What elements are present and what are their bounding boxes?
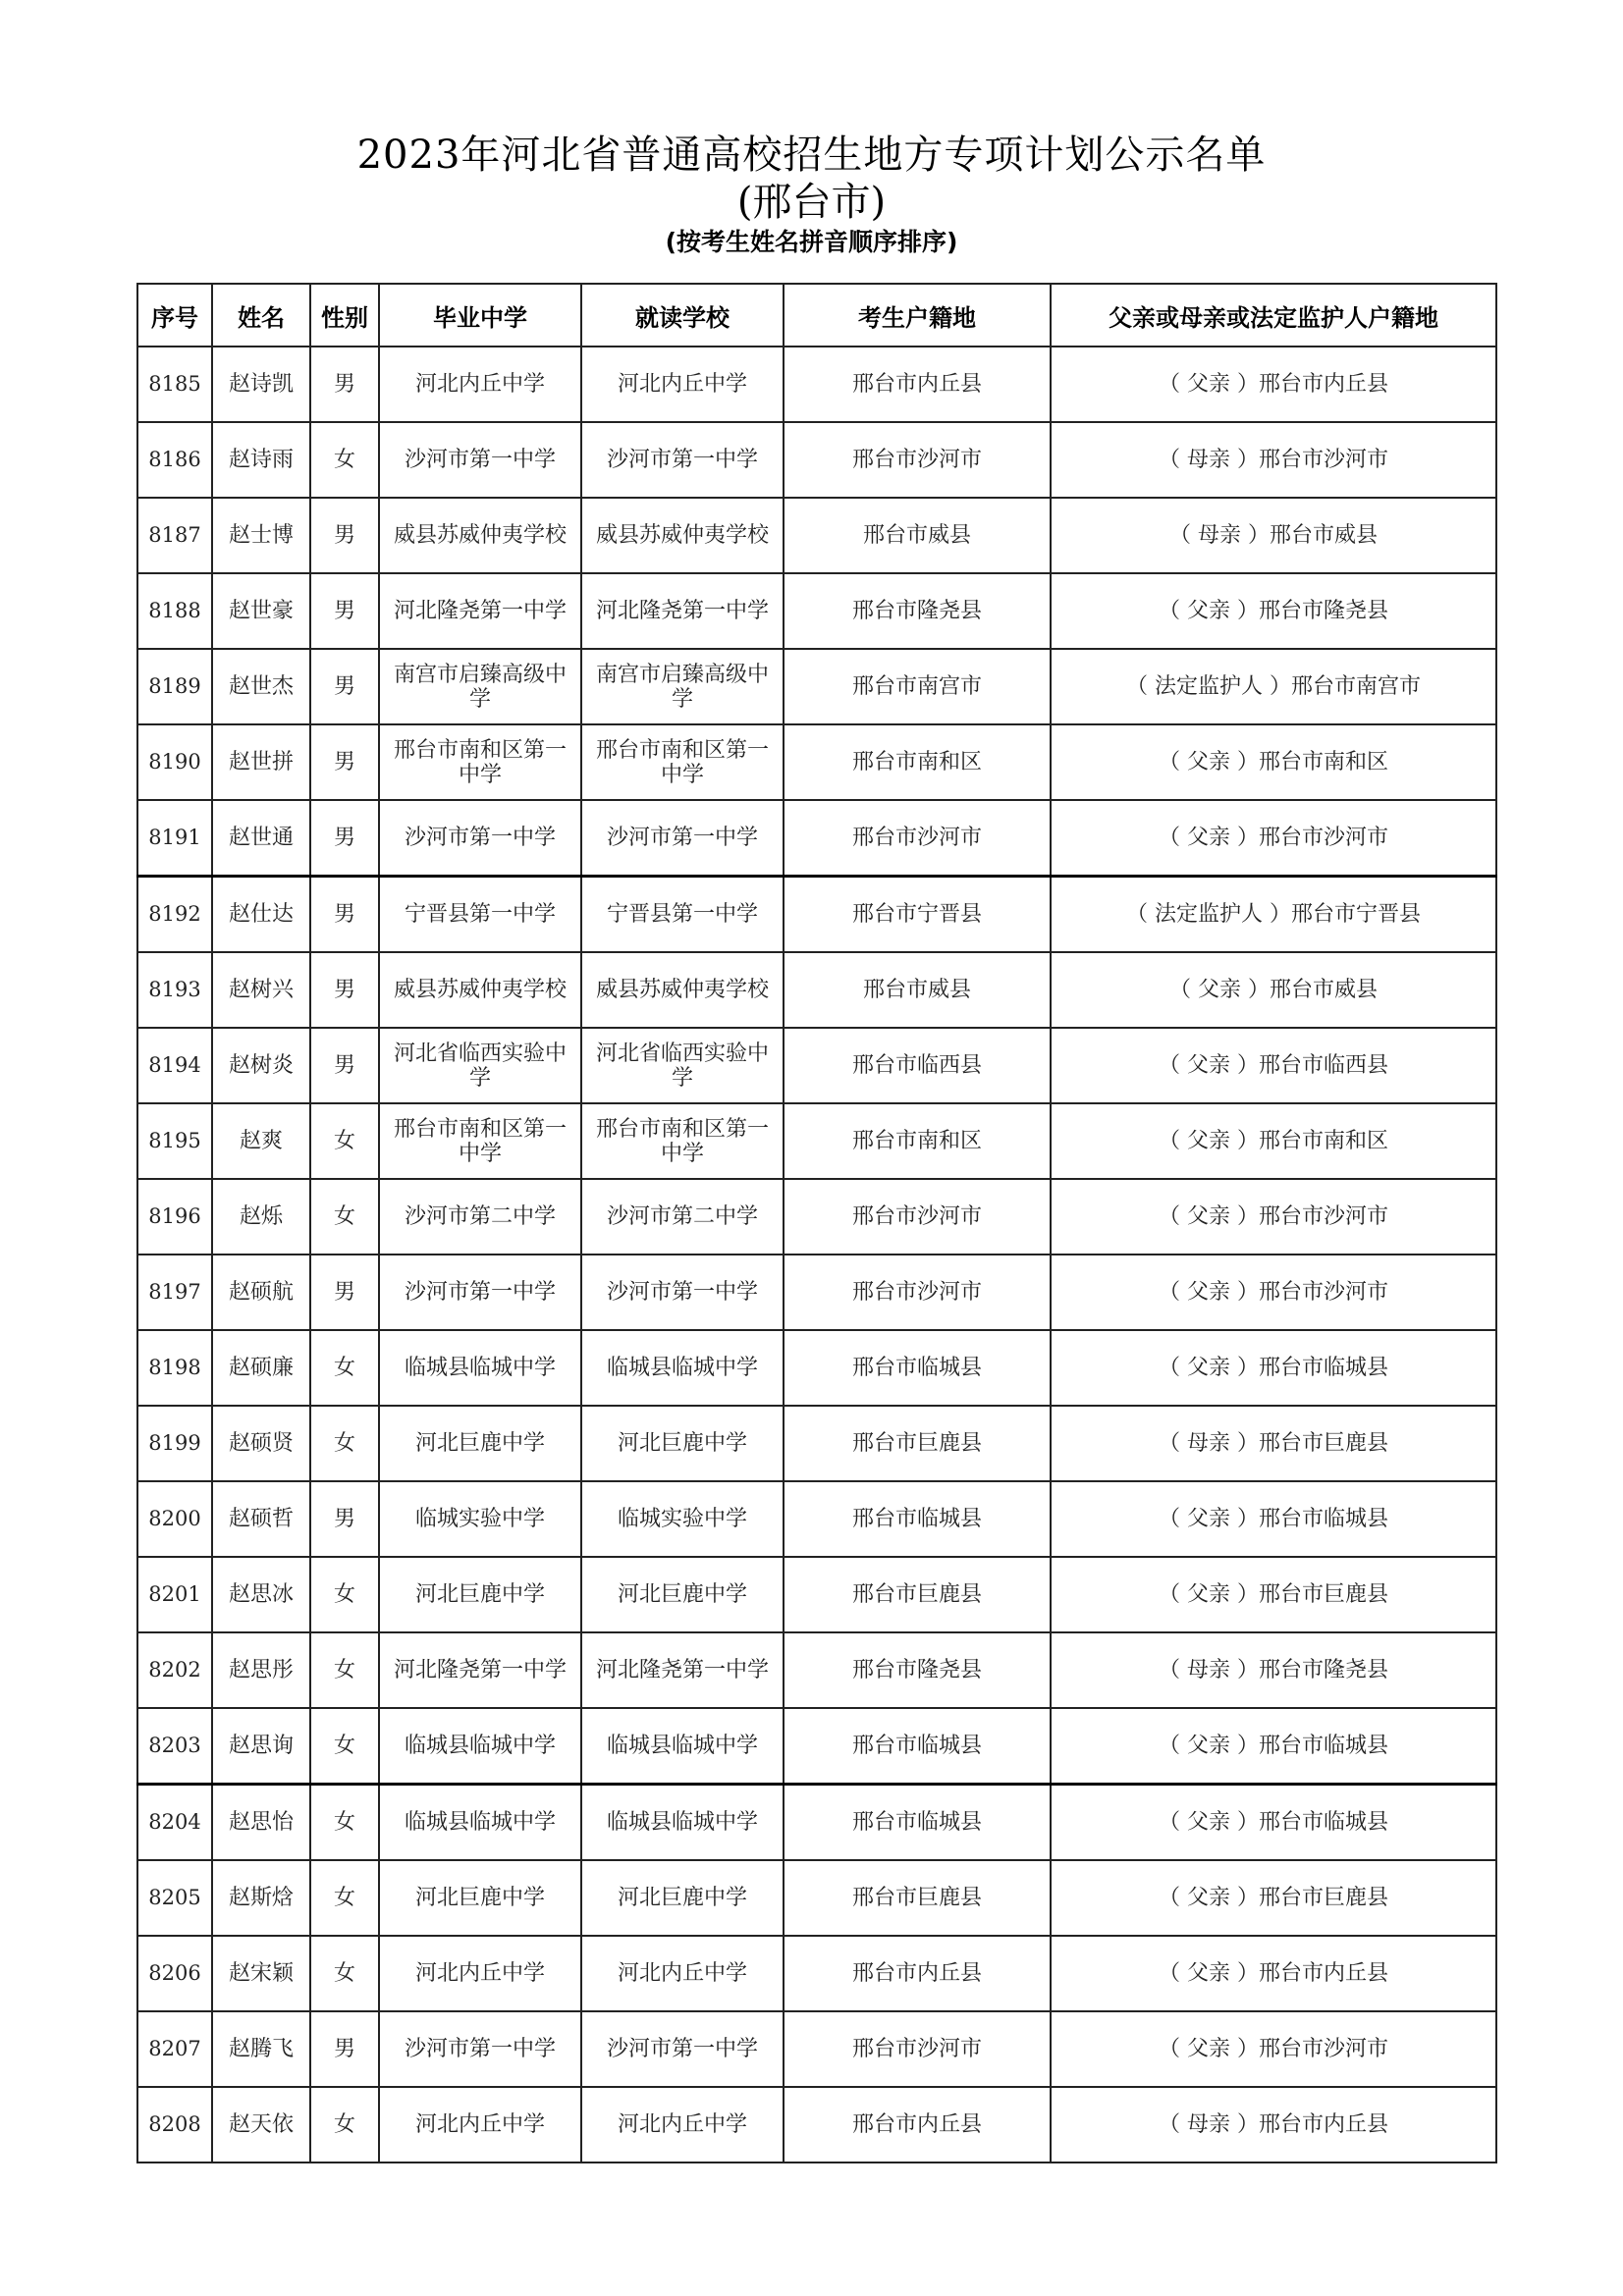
table-row xyxy=(137,1557,1496,1632)
graduated-school-cell: 河北巨鹿中学 xyxy=(379,1557,581,1632)
gender-cell: 女 xyxy=(310,1179,379,1255)
current-school-cell: 临城县临城中学 xyxy=(581,1330,784,1406)
name-cell: 赵思询 xyxy=(212,1708,310,1785)
page-subtitle-city: (邢台市) xyxy=(736,180,887,225)
name-cell: 赵世通 xyxy=(212,800,310,877)
current-school-cell: 河北巨鹿中学 xyxy=(581,1557,784,1632)
current-school-cell: 沙河市第一中学 xyxy=(581,1255,784,1330)
current-school-cell: 河北内丘中学 xyxy=(581,347,784,422)
table-row xyxy=(137,498,1496,573)
name-cell: 赵烁 xyxy=(212,1179,310,1255)
table-row xyxy=(137,724,1496,800)
seq-cell: 8197 xyxy=(137,1255,212,1330)
gender-cell: 男 xyxy=(310,2011,379,2087)
current-school-cell: 临城县临城中学 xyxy=(581,1708,784,1785)
current-school-cell: 沙河市第一中学 xyxy=(581,422,784,498)
guardian-residence-cell: （ 父亲 ）邢台市临西县 xyxy=(1051,1028,1496,1103)
current-school-cell: 邢台市南和区第一中学 xyxy=(581,1103,784,1179)
gender-cell: 男 xyxy=(310,952,379,1028)
column-header-guardian-residence: 父亲或母亲或法定监护人户籍地 xyxy=(1051,284,1496,347)
guardian-residence-cell: （ 母亲 ）邢台市隆尧县 xyxy=(1051,1632,1496,1708)
student-residence-cell: 邢台市沙河市 xyxy=(784,800,1051,877)
seq-cell: 8196 xyxy=(137,1179,212,1255)
student-residence-cell: 邢台市临城县 xyxy=(784,1330,1051,1406)
student-residence-cell: 邢台市沙河市 xyxy=(784,422,1051,498)
name-cell: 赵硕哲 xyxy=(212,1481,310,1557)
gender-cell: 女 xyxy=(310,1557,379,1632)
name-cell: 赵硕贤 xyxy=(212,1406,310,1481)
graduated-school-cell: 河北内丘中学 xyxy=(379,2087,581,2163)
guardian-residence-cell: （ 父亲 ）邢台市沙河市 xyxy=(1051,1255,1496,1330)
name-cell: 赵树炎 xyxy=(212,1028,310,1103)
seq-cell: 8202 xyxy=(137,1632,212,1708)
seq-cell: 8199 xyxy=(137,1406,212,1481)
table-row xyxy=(137,2011,1496,2087)
column-header-graduated-school: 毕业中学 xyxy=(379,284,581,347)
graduated-school-cell: 威县苏威仲夷学校 xyxy=(379,498,581,573)
graduated-school-cell: 沙河市第一中学 xyxy=(379,1255,581,1330)
gender-cell: 男 xyxy=(310,1255,379,1330)
graduated-school-cell: 河北巨鹿中学 xyxy=(379,1860,581,1936)
seq-cell: 8200 xyxy=(137,1481,212,1557)
seq-cell: 8208 xyxy=(137,2087,212,2163)
name-cell: 赵思彤 xyxy=(212,1632,310,1708)
gender-cell: 男 xyxy=(310,1481,379,1557)
student-residence-cell: 邢台市沙河市 xyxy=(784,1255,1051,1330)
guardian-residence-cell: （ 父亲 ）邢台市巨鹿县 xyxy=(1051,1860,1496,1936)
gender-cell: 男 xyxy=(310,649,379,724)
gender-cell: 男 xyxy=(310,800,379,877)
seq-cell: 8185 xyxy=(137,347,212,422)
column-header-current-school: 就读学校 xyxy=(581,284,784,347)
guardian-residence-cell: （ 父亲 ）邢台市巨鹿县 xyxy=(1051,1557,1496,1632)
graduated-school-cell: 沙河市第一中学 xyxy=(379,422,581,498)
graduated-school-cell: 威县苏威仲夷学校 xyxy=(379,952,581,1028)
guardian-residence-cell: （ 父亲 ）邢台市临城县 xyxy=(1051,1708,1496,1785)
guardian-residence-cell: （ 父亲 ）邢台市沙河市 xyxy=(1051,1179,1496,1255)
student-residence-cell: 邢台市巨鹿县 xyxy=(784,1557,1051,1632)
graduated-school-cell: 河北省临西实验中学 xyxy=(379,1028,581,1103)
sort-note: (按考生姓名拼音顺序排序) xyxy=(665,228,958,256)
graduated-school-cell: 河北隆尧第一中学 xyxy=(379,573,581,649)
student-residence-cell: 邢台市南和区 xyxy=(784,724,1051,800)
graduated-school-cell: 沙河市第一中学 xyxy=(379,800,581,877)
seq-cell: 8207 xyxy=(137,2011,212,2087)
table-row xyxy=(137,649,1496,724)
column-header-student-residence: 考生户籍地 xyxy=(784,284,1051,347)
current-school-cell: 临城县临城中学 xyxy=(581,1785,784,1861)
gender-cell: 男 xyxy=(310,498,379,573)
graduated-school-cell: 临城县临城中学 xyxy=(379,1708,581,1785)
seq-cell: 8205 xyxy=(137,1860,212,1936)
seq-cell: 8186 xyxy=(137,422,212,498)
current-school-cell: 河北内丘中学 xyxy=(581,2087,784,2163)
table-row xyxy=(137,1406,1496,1481)
guardian-residence-cell: （ 父亲 ）邢台市临城县 xyxy=(1051,1785,1496,1861)
graduated-school-cell: 河北内丘中学 xyxy=(379,347,581,422)
current-school-cell: 邢台市南和区第一中学 xyxy=(581,724,784,800)
student-residence-cell: 邢台市巨鹿县 xyxy=(784,1406,1051,1481)
student-residence-cell: 邢台市宁晋县 xyxy=(784,877,1051,953)
current-school-cell: 临城实验中学 xyxy=(581,1481,784,1557)
guardian-residence-cell: （ 父亲 ）邢台市沙河市 xyxy=(1051,800,1496,877)
guardian-residence-cell: （ 母亲 ）邢台市沙河市 xyxy=(1051,422,1496,498)
table-row xyxy=(137,1632,1496,1708)
roster-table xyxy=(136,283,1497,2163)
gender-cell: 男 xyxy=(310,347,379,422)
gender-cell: 女 xyxy=(310,1103,379,1179)
guardian-residence-cell: （ 母亲 ）邢台市内丘县 xyxy=(1051,2087,1496,2163)
current-school-cell: 河北隆尧第一中学 xyxy=(581,1632,784,1708)
seq-cell: 8203 xyxy=(137,1708,212,1785)
student-residence-cell: 邢台市沙河市 xyxy=(784,2011,1051,2087)
gender-cell: 女 xyxy=(310,1708,379,1785)
graduated-school-cell: 河北内丘中学 xyxy=(379,1936,581,2011)
name-cell: 赵士博 xyxy=(212,498,310,573)
current-school-cell: 沙河市第二中学 xyxy=(581,1179,784,1255)
page-title: 2023年河北省普通高校招生地方专项计划公示名单 xyxy=(356,133,1267,178)
gender-cell: 男 xyxy=(310,877,379,953)
guardian-residence-cell: （ 父亲 ）邢台市临城县 xyxy=(1051,1481,1496,1557)
name-cell: 赵思怡 xyxy=(212,1785,310,1861)
student-residence-cell: 邢台市隆尧县 xyxy=(784,573,1051,649)
graduated-school-cell: 沙河市第一中学 xyxy=(379,2011,581,2087)
table-row xyxy=(137,877,1496,953)
current-school-cell: 河北省临西实验中学 xyxy=(581,1028,784,1103)
gender-cell: 男 xyxy=(310,573,379,649)
name-cell: 赵世杰 xyxy=(212,649,310,724)
graduated-school-cell: 临城县临城中学 xyxy=(379,1330,581,1406)
seq-cell: 8194 xyxy=(137,1028,212,1103)
table-row xyxy=(137,1330,1496,1406)
table-row xyxy=(137,1028,1496,1103)
table-row xyxy=(137,1103,1496,1179)
table-body xyxy=(137,347,1496,2163)
gender-cell: 女 xyxy=(310,1785,379,1861)
gender-cell: 女 xyxy=(310,1330,379,1406)
table-row xyxy=(137,1860,1496,1936)
name-cell: 赵斯焓 xyxy=(212,1860,310,1936)
gender-cell: 男 xyxy=(310,1028,379,1103)
seq-cell: 8187 xyxy=(137,498,212,573)
table-row xyxy=(137,952,1496,1028)
gender-cell: 女 xyxy=(310,1936,379,2011)
current-school-cell: 河北隆尧第一中学 xyxy=(581,573,784,649)
name-cell: 赵世拼 xyxy=(212,724,310,800)
table-row xyxy=(137,1179,1496,1255)
seq-cell: 8189 xyxy=(137,649,212,724)
table-row xyxy=(137,1481,1496,1557)
table-row xyxy=(137,1255,1496,1330)
gender-cell: 女 xyxy=(310,422,379,498)
graduated-school-cell: 河北隆尧第一中学 xyxy=(379,1632,581,1708)
guardian-residence-cell: （ 父亲 ）邢台市威县 xyxy=(1051,952,1496,1028)
guardian-residence-cell: （ 法定监护人 ）邢台市南宫市 xyxy=(1051,649,1496,724)
gender-cell: 女 xyxy=(310,2087,379,2163)
seq-cell: 8188 xyxy=(137,573,212,649)
current-school-cell: 河北内丘中学 xyxy=(581,1936,784,2011)
student-residence-cell: 邢台市隆尧县 xyxy=(784,1632,1051,1708)
current-school-cell: 河北巨鹿中学 xyxy=(581,1406,784,1481)
current-school-cell: 南宫市启臻高级中学 xyxy=(581,649,784,724)
name-cell: 赵仕达 xyxy=(212,877,310,953)
guardian-residence-cell: （ 父亲 ）邢台市隆尧县 xyxy=(1051,573,1496,649)
name-cell: 赵腾飞 xyxy=(212,2011,310,2087)
seq-cell: 8190 xyxy=(137,724,212,800)
student-residence-cell: 邢台市南和区 xyxy=(784,1103,1051,1179)
seq-cell: 8204 xyxy=(137,1785,212,1861)
table-row xyxy=(137,347,1496,422)
table-row xyxy=(137,573,1496,649)
guardian-residence-cell: （ 法定监护人 ）邢台市宁晋县 xyxy=(1051,877,1496,953)
guardian-residence-cell: （ 母亲 ）邢台市巨鹿县 xyxy=(1051,1406,1496,1481)
graduated-school-cell: 沙河市第二中学 xyxy=(379,1179,581,1255)
student-residence-cell: 邢台市临城县 xyxy=(784,1481,1051,1557)
gender-cell: 女 xyxy=(310,1406,379,1481)
name-cell: 赵世豪 xyxy=(212,573,310,649)
name-cell: 赵硕廉 xyxy=(212,1330,310,1406)
gender-cell: 女 xyxy=(310,1632,379,1708)
guardian-residence-cell: （ 父亲 ）邢台市沙河市 xyxy=(1051,2011,1496,2087)
guardian-residence-cell: （ 父亲 ）邢台市南和区 xyxy=(1051,1103,1496,1179)
graduated-school-cell: 南宫市启臻高级中学 xyxy=(379,649,581,724)
current-school-cell: 沙河市第一中学 xyxy=(581,800,784,877)
guardian-residence-cell: （ 父亲 ）邢台市内丘县 xyxy=(1051,347,1496,422)
student-residence-cell: 邢台市威县 xyxy=(784,952,1051,1028)
table-row xyxy=(137,422,1496,498)
seq-cell: 8198 xyxy=(137,1330,212,1406)
name-cell: 赵宋颖 xyxy=(212,1936,310,2011)
name-cell: 赵诗凯 xyxy=(212,347,310,422)
seq-cell: 8206 xyxy=(137,1936,212,2011)
table-row xyxy=(137,1785,1496,1861)
student-residence-cell: 邢台市沙河市 xyxy=(784,1179,1051,1255)
gender-cell: 女 xyxy=(310,1860,379,1936)
name-cell: 赵硕航 xyxy=(212,1255,310,1330)
graduated-school-cell: 邢台市南和区第一中学 xyxy=(379,1103,581,1179)
name-cell: 赵思冰 xyxy=(212,1557,310,1632)
current-school-cell: 宁晋县第一中学 xyxy=(581,877,784,953)
column-header-seq: 序号 xyxy=(137,284,212,347)
guardian-residence-cell: （ 父亲 ）邢台市临城县 xyxy=(1051,1330,1496,1406)
student-residence-cell: 邢台市内丘县 xyxy=(784,2087,1051,2163)
table-header-row xyxy=(137,284,1496,347)
graduated-school-cell: 宁晋县第一中学 xyxy=(379,877,581,953)
seq-cell: 8192 xyxy=(137,877,212,953)
student-residence-cell: 邢台市临西县 xyxy=(784,1028,1051,1103)
name-cell: 赵爽 xyxy=(212,1103,310,1179)
seq-cell: 8193 xyxy=(137,952,212,1028)
guardian-residence-cell: （ 母亲 ）邢台市威县 xyxy=(1051,498,1496,573)
gender-cell: 男 xyxy=(310,724,379,800)
guardian-residence-cell: （ 父亲 ）邢台市南和区 xyxy=(1051,724,1496,800)
column-header-gender: 性别 xyxy=(310,284,379,347)
student-residence-cell: 邢台市内丘县 xyxy=(784,347,1051,422)
student-residence-cell: 邢台市南宫市 xyxy=(784,649,1051,724)
table-row xyxy=(137,2087,1496,2163)
graduated-school-cell: 河北巨鹿中学 xyxy=(379,1406,581,1481)
name-cell: 赵树兴 xyxy=(212,952,310,1028)
student-residence-cell: 邢台市巨鹿县 xyxy=(784,1860,1051,1936)
graduated-school-cell: 邢台市南和区第一中学 xyxy=(379,724,581,800)
table-row xyxy=(137,1708,1496,1785)
student-residence-cell: 邢台市威县 xyxy=(784,498,1051,573)
current-school-cell: 河北巨鹿中学 xyxy=(581,1860,784,1936)
table-row xyxy=(137,800,1496,877)
current-school-cell: 威县苏威仲夷学校 xyxy=(581,952,784,1028)
graduated-school-cell: 临城实验中学 xyxy=(379,1481,581,1557)
seq-cell: 8195 xyxy=(137,1103,212,1179)
current-school-cell: 沙河市第一中学 xyxy=(581,2011,784,2087)
table-row xyxy=(137,1936,1496,2011)
student-residence-cell: 邢台市临城县 xyxy=(784,1785,1051,1861)
current-school-cell: 威县苏威仲夷学校 xyxy=(581,498,784,573)
seq-cell: 8191 xyxy=(137,800,212,877)
name-cell: 赵天依 xyxy=(212,2087,310,2163)
seq-cell: 8201 xyxy=(137,1557,212,1632)
column-header-name: 姓名 xyxy=(212,284,310,347)
name-cell: 赵诗雨 xyxy=(212,422,310,498)
student-residence-cell: 邢台市临城县 xyxy=(784,1708,1051,1785)
student-residence-cell: 邢台市内丘县 xyxy=(784,1936,1051,2011)
guardian-residence-cell: （ 父亲 ）邢台市内丘县 xyxy=(1051,1936,1496,2011)
graduated-school-cell: 临城县临城中学 xyxy=(379,1785,581,1861)
